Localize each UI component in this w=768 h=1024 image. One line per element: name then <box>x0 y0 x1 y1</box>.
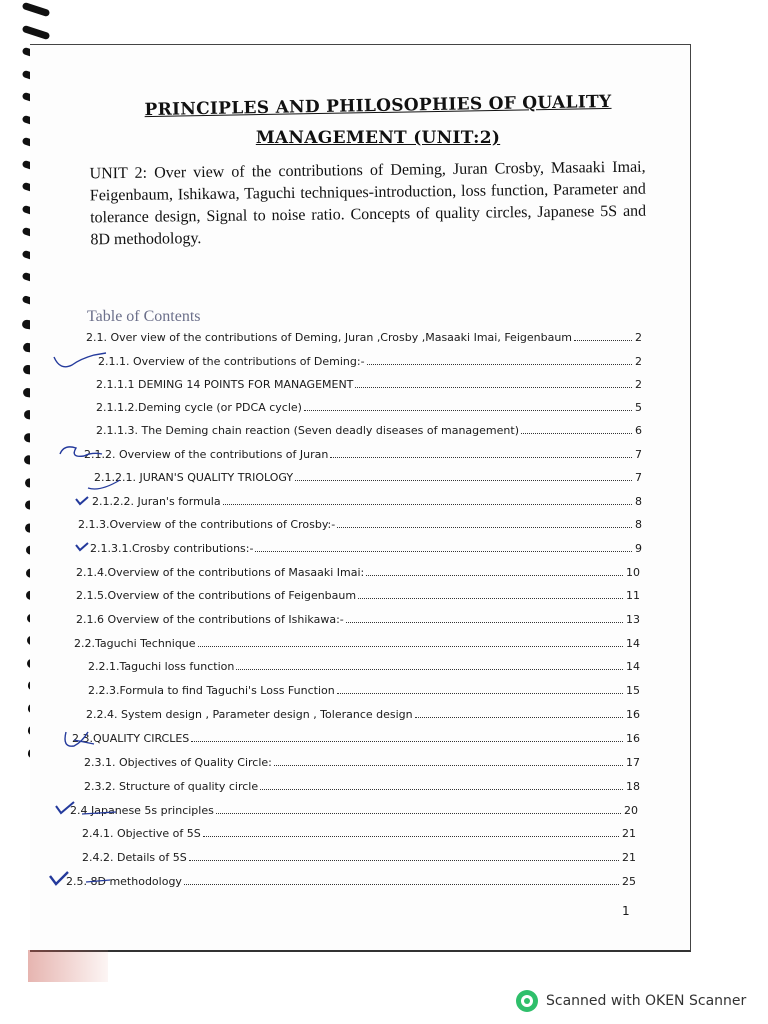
pen-scribble-annotation <box>84 470 124 494</box>
toc-leader-dots <box>260 789 623 790</box>
checkmark-icon <box>54 800 76 816</box>
toc-entry <box>76 586 640 602</box>
oken-scanner-logo-icon <box>516 990 538 1012</box>
toc-entry-label: 2.3.QUALITY CIRCLES <box>72 732 190 745</box>
toc-entry-page: 14 <box>626 637 640 650</box>
toc-entry-label: 2.1.1.2.Deming cycle (or PDCA cycle) <box>96 401 302 414</box>
document-title-line-1: PRINCIPLES AND PHILOSOPHIES OF QUALITY <box>144 91 612 121</box>
pen-strikethrough <box>80 806 120 820</box>
toc-entry-page: 20 <box>624 804 638 817</box>
unit-intro-paragraph: UNIT 2: Over view of the contributions of Deming, Juran Crosby, Masaaki Imai, Feigenbaum, Ishikawa, Taguchi techniques-introduction, loss function, Parameter and tolerance design, Signal to noise ratio. Concepts of quality circles, Japanese 5S and 8D methodology. <box>89 158 647 249</box>
toc-entry-page: 8 <box>635 518 642 531</box>
toc-entry-page: 7 <box>635 471 642 484</box>
toc-entry-page: 14 <box>626 660 640 673</box>
toc-entry-page: 11 <box>626 589 640 602</box>
toc-entry-label: 2.1.6 Overview of the contributions of Ishikawa:- <box>76 613 344 626</box>
pen-strikethrough <box>84 874 114 888</box>
pen-scribble-annotation <box>60 726 100 752</box>
toc-entry <box>98 352 642 368</box>
toc-entry <box>90 539 642 555</box>
toc-leader-dots <box>337 527 632 528</box>
toc-leader-dots <box>223 504 632 505</box>
toc-entry-label: 2.1.5.Overview of the contributions of Feigenbaum <box>76 589 357 602</box>
toc-leader-dots <box>367 364 632 365</box>
toc-entry-page: 17 <box>626 756 640 769</box>
toc-entry-page: 16 <box>626 732 640 745</box>
toc-entry <box>84 753 640 769</box>
toc-entry <box>82 848 636 864</box>
toc-entry-page: 10 <box>626 566 640 579</box>
toc-entry-page: 18 <box>626 780 640 793</box>
toc-leader-dots <box>366 575 623 576</box>
toc-entry-label: 2.1. Over view of the contributions of Deming, Juran ,Crosby ,Masaaki Imai, Feigenbaum <box>86 331 573 344</box>
toc-entry-label: 2.1.1.1 DEMING 14 POINTS FOR MANAGEMENT <box>96 378 354 391</box>
toc-entry-label: 2.2.3.Formula to find Taguchi's Loss Function <box>88 684 335 697</box>
pen-scribble-annotation <box>56 440 106 470</box>
toc-entry-label: 2.2.1.Taguchi loss function <box>88 660 235 673</box>
document-title-line-2: MANAGEMENT (UNIT:2) <box>255 128 501 148</box>
toc-leader-dots <box>236 669 623 670</box>
toc-entry-label: 2.1.3.Overview of the contributions of Crosby:- <box>78 518 336 531</box>
pen-scribble-annotation <box>50 345 110 375</box>
toc-entry-label: 2.1.2. Overview of the contributions of Juran <box>84 448 329 461</box>
toc-leader-dots <box>304 410 632 411</box>
toc-entry-page: 8 <box>635 495 642 508</box>
toc-leader-dots <box>295 480 632 481</box>
toc-entry-page: 2 <box>635 331 642 344</box>
watermark-text: Scanned with OKEN Scanner <box>546 993 747 1009</box>
toc-entry-page: 9 <box>635 542 642 555</box>
toc-entry-page: 7 <box>635 448 642 461</box>
toc-leader-dots <box>274 765 623 766</box>
toc-entry-label: 2.1.1. Overview of the contributions of Deming:- <box>98 355 365 368</box>
toc-entry <box>96 398 642 414</box>
toc-entry-label: 2.1.2.1. JURAN'S QUALITY TRIOLOGY <box>94 471 294 484</box>
toc-entry-label: 2.3.2. Structure of quality circle <box>84 780 259 793</box>
scan-smudge <box>28 950 108 982</box>
toc-leader-dots <box>355 387 632 388</box>
toc-leader-dots <box>255 551 632 552</box>
toc-leader-dots <box>346 622 623 623</box>
toc-leader-dots <box>574 340 632 341</box>
toc-entry <box>82 824 636 840</box>
toc-entry-page: 5 <box>635 401 642 414</box>
toc-entry-label: 2.1.4.Overview of the contributions of Masaaki Imai: <box>76 566 365 579</box>
toc-leader-dots <box>198 646 623 647</box>
toc-entry <box>78 515 642 531</box>
toc-entry-page: 16 <box>626 708 640 721</box>
toc-entry-page: 13 <box>626 613 640 626</box>
toc-entry <box>84 445 642 461</box>
toc-entry-page: 21 <box>622 851 636 864</box>
toc-entry <box>76 610 640 626</box>
toc-entry-label: 2.4.1. Objective of 5S <box>82 827 201 840</box>
toc-entry-page: 15 <box>626 684 640 697</box>
toc-entry-label: 2.5. 8D methodology <box>66 875 182 888</box>
toc-heading: Table of Contents <box>87 308 201 325</box>
toc-entry <box>88 681 640 697</box>
page-number: 1 <box>622 904 630 918</box>
toc-entry <box>66 872 636 888</box>
toc-entry <box>94 468 642 484</box>
toc-leader-dots <box>184 884 619 885</box>
toc-entry-page: 21 <box>622 827 636 840</box>
toc-entry-label: 2.2.Taguchi Technique <box>74 637 196 650</box>
toc-entry-label: 2.3.1. Objectives of Quality Circle: <box>84 756 272 769</box>
checkmark-icon <box>74 541 90 553</box>
toc-entry <box>92 492 642 508</box>
checkmark-icon <box>74 495 90 507</box>
toc-entry <box>72 729 640 745</box>
spiral-ring <box>21 24 50 39</box>
checkmark-icon <box>48 870 70 888</box>
toc-entry <box>84 777 640 793</box>
toc-leader-dots <box>189 860 619 861</box>
toc-entry-label: 2.1.1.3. The Deming chain reaction (Seven deadly diseases of management) <box>96 424 519 437</box>
toc-leader-dots <box>337 693 623 694</box>
toc-leader-dots <box>216 813 621 814</box>
toc-entry-page: 6 <box>635 424 642 437</box>
toc-leader-dots <box>415 717 623 718</box>
toc-entry <box>76 563 640 579</box>
toc-entry-label: 2.2.4. System design , Parameter design , Tolerance design <box>86 708 413 721</box>
toc-entry-label: 2.1.2.2. Juran's formula <box>92 495 221 508</box>
toc-entry <box>88 657 640 673</box>
toc-entry-page: 2 <box>635 355 642 368</box>
toc-leader-dots <box>521 433 632 434</box>
toc-entry <box>96 375 642 391</box>
toc-entry-label: 2.4.2. Details of 5S <box>82 851 187 864</box>
toc-entry <box>96 421 642 437</box>
toc-leader-dots <box>330 457 632 458</box>
toc-leader-dots <box>191 741 623 742</box>
toc-entry-label: 2.1.3.1.Crosby contributions:- <box>90 542 254 555</box>
toc-entry-label: 2.4 Japanese 5s principles <box>70 804 214 817</box>
toc-leader-dots <box>203 836 619 837</box>
toc-entry-page: 2 <box>635 378 642 391</box>
scanner-watermark <box>516 990 746 1012</box>
toc-entry <box>70 801 638 817</box>
spiral-ring <box>21 2 50 17</box>
toc-entry <box>74 634 640 650</box>
toc-entry <box>86 328 642 344</box>
toc-entry <box>86 705 640 721</box>
toc-entry-page: 25 <box>622 875 636 888</box>
toc-leader-dots <box>358 598 623 599</box>
